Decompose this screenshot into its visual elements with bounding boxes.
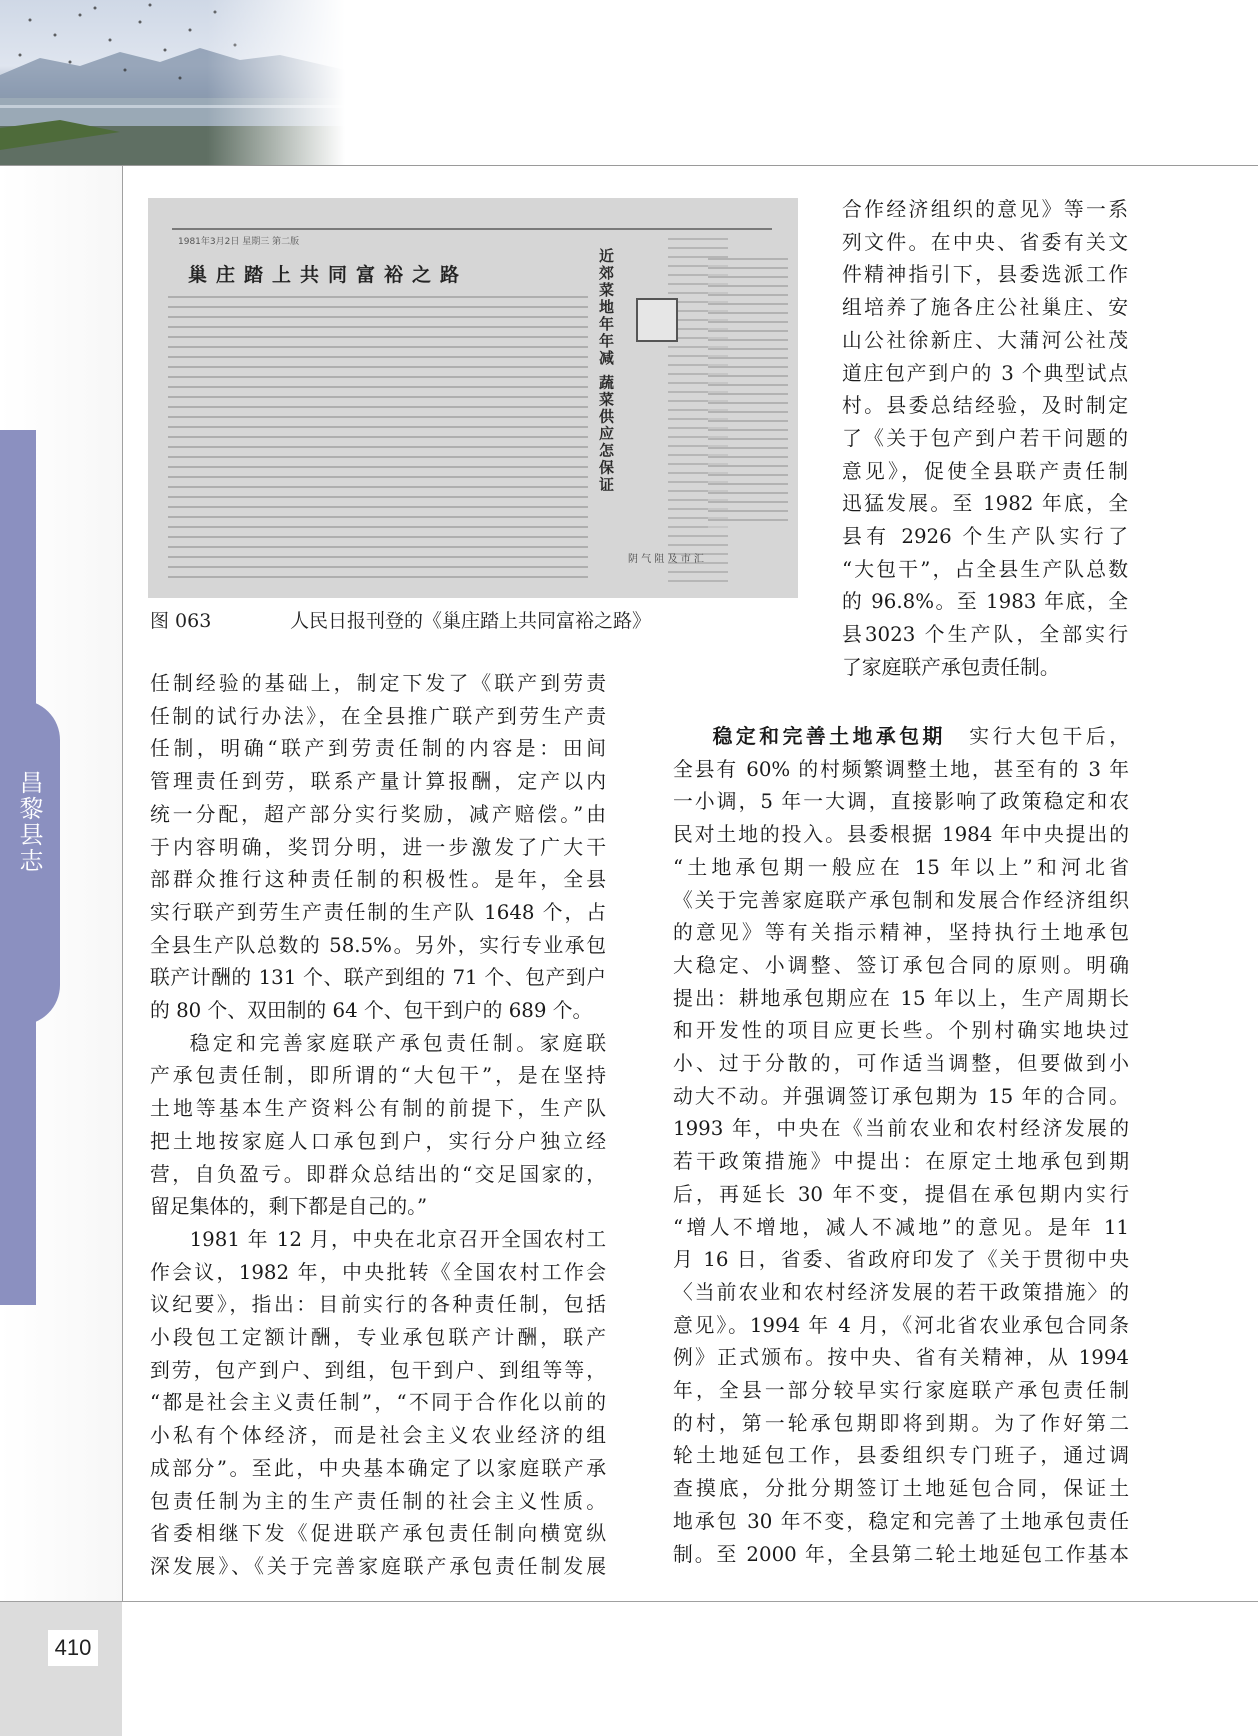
- text-line: 道庄包产到户的 3 个典型试点: [842, 361, 1128, 385]
- newspaper-right-text: [708, 258, 788, 528]
- text-line: 任制经验的基础上，制定下发了《联产到劳责: [150, 672, 606, 695]
- text-line: 意见》，促使全县联产责任制: [842, 459, 1128, 483]
- text-line: 了《关于包产到户若干问题的: [842, 426, 1128, 450]
- text-line: 于内容明确，奖罚分明，进一步激发了广大干: [150, 835, 606, 859]
- text-line: 迅猛发展。至 1982 年底，全: [842, 492, 1128, 516]
- text-line: 后，再延长 30 年不变，提倡在承包期内实行: [673, 1182, 1129, 1206]
- margin-rule: [122, 166, 123, 1602]
- text-line: 包责任制为主的生产责任制的社会主义性质。: [150, 1489, 606, 1513]
- text-line: 和开发性的项目应更长些。个别村确实地块过: [673, 1019, 1129, 1043]
- text-line: 的村，第一轮承包期即将到期。为了作好第二: [673, 1411, 1129, 1435]
- text-line: 的 96.8%。至 1983 年底，全: [842, 590, 1128, 614]
- newspaper-bottom-caption: 阴 气 阻 及 市 汇: [628, 554, 704, 565]
- text-line: 列文件。在中央、省委有关文: [842, 230, 1128, 254]
- text-line: “大包干”，占全县生产队总数: [842, 557, 1128, 581]
- text-line: 山公社徐新庄、大蒲河公社茂: [842, 328, 1128, 352]
- text-line: 小段包工定额计酬，专业承包联产计酬，联产: [150, 1326, 606, 1350]
- text-line: 件精神指引下，县委选派工作: [842, 263, 1128, 287]
- footer-shade: [0, 1602, 122, 1736]
- text-line: 部群众推行这种责任制的积极性。是年，全县: [150, 868, 606, 892]
- text-line: 地承包 30 年不变，稳定和完善了土地承包责任: [673, 1509, 1129, 1533]
- text-line: 作会议，1982 年，中央批转《全国农村工作会: [150, 1260, 606, 1284]
- text-line: 统一分配，超产部分实行奖励，减产赔偿。”由: [150, 802, 606, 826]
- text-line: 深发展》、《关于完善家庭联产承包责任制发展: [150, 1554, 606, 1578]
- newspaper-headline: 巢庄踏上共同富裕之路: [188, 264, 469, 286]
- text-line: 成部分”。至此，中央基本确定了以家庭联产承: [150, 1456, 606, 1480]
- text-line: 管理责任到劳，联系产量计算报酬，定产以内: [150, 770, 606, 794]
- text-line: 全县有 60% 的村频繁调整土地，甚至有的 3 年: [673, 757, 1129, 781]
- text-line: 营，自负盈亏。即群众总结出的“交足国家的，: [150, 1162, 606, 1186]
- text-line: “增人不增地，减人不减地”的意见。是年 11: [673, 1215, 1129, 1239]
- book-title-vertical: 昌黎县志: [15, 770, 43, 874]
- newspaper-body-text: [168, 296, 588, 586]
- header-landscape-photo: [0, 0, 345, 165]
- text-line: 县3023 个生产队，全部实行: [842, 623, 1128, 647]
- text-line: 组培养了施各庄公社巢庄、安: [842, 296, 1128, 320]
- text-line: 联产计酬的 131 个、联产到组的 71 个、包产到户: [150, 966, 606, 990]
- text-line: 合作经济组织的意见》等一系: [842, 198, 1128, 221]
- text-line: 提出：耕地承包期应在 15 年以上，生产周期长: [673, 986, 1129, 1010]
- text-line: 任制，明确“联产到劳责任制的内容是：田间: [150, 737, 606, 761]
- newspaper-stamp-box: [636, 298, 678, 342]
- text-line: 月 16 日，省委、省政府印发了《关于贯彻中央: [673, 1248, 1129, 1272]
- text-line: “都是社会主义责任制”，“不同于合作化以前的: [150, 1391, 606, 1415]
- text-line: 全县生产队总数的 58.5%。另外，实行专业承包: [150, 933, 606, 957]
- right-column: [673, 720, 1129, 1571]
- text-line: 的意见》等有关指示精神，坚持执行土地承包: [673, 921, 1129, 945]
- text-line: 大稳定、小调整、签订承包合同的原则。明确: [673, 953, 1129, 977]
- text-line: 把土地按家庭人口承包到户，实行分户独立经: [150, 1129, 606, 1153]
- text-line: “土地承包期一般应在 15 年以上”和河北省: [673, 855, 1129, 879]
- text-line: 土地等基本生产资料公有制的前提下，生产队: [150, 1097, 606, 1121]
- text-line: 若干政策措施》中提出：在原定土地承包到期: [673, 1150, 1129, 1174]
- text-line: 动大不动。并强调签订承包期为 15 年的合同。: [673, 1084, 1129, 1108]
- text-line: 村。县委总结经验，及时制定: [842, 394, 1128, 418]
- newspaper-side-headline: 近郊菜地年年减 蔬菜供应怎保证: [597, 248, 615, 494]
- text-line: 〈当前农业和农村经济发展的若干政策措施〉的: [673, 1280, 1129, 1304]
- text-line: 1981 年 12 月，中央在北京召开全国农村工: [189, 1227, 606, 1251]
- section-heading-line: [673, 720, 1129, 754]
- text-line: 稳定和完善家庭联产承包责任制。家庭联: [189, 1031, 606, 1055]
- text-line: 的 80 个、双田制的 64 个、包干到户的 689 个。: [150, 999, 593, 1023]
- text-line: 到劳，包产到户、到组，包干到户、到组等等，: [150, 1358, 606, 1382]
- left-column: [150, 668, 606, 1584]
- text-line: 任制的试行办法》，在全县推广联产到劳生产责: [150, 704, 606, 728]
- text-line: 例》正式颁布。按中央、省有关精神，从 1994: [673, 1346, 1129, 1370]
- header-rule: [0, 165, 1258, 166]
- text-line: 1993 年，中央在《当前农业和农村经济发展的: [673, 1117, 1129, 1141]
- text-line: 小私有个体经济，而是社会主义农业经济的组: [150, 1424, 606, 1448]
- text-line: 实行联产到劳生产责任制的生产队 1648 个，占: [150, 900, 606, 924]
- figure-number: 图 063: [150, 610, 212, 632]
- section-heading: 稳定和完善土地承包期: [712, 724, 946, 748]
- text-line: 轮土地延包工作，县委组织专门班子，通过调: [673, 1444, 1129, 1468]
- newspaper-masthead-rule: [172, 228, 772, 230]
- footer-rule: [0, 1601, 1258, 1602]
- page-number: 410: [48, 1630, 98, 1666]
- right-top-column: [842, 194, 1128, 685]
- newspaper-clipping-image: [148, 198, 798, 598]
- newspaper-dateline: 1981年3月2日 星期三 第二版: [178, 237, 300, 247]
- text-line: 留足集体的，剩下都是自己的。”: [150, 1195, 428, 1219]
- text-line: 查摸底，分批分期签订土地延包合同，保证土: [673, 1477, 1129, 1501]
- text-line: 意见》。1994 年 4 月，《河北省农业承包合同条: [673, 1313, 1129, 1337]
- text-line: 年，全县一部分较早实行家庭联产承包责任制: [673, 1379, 1129, 1403]
- text-line: 了家庭联产承包责任制。: [842, 655, 1060, 679]
- text-line: 一小调，5 年一大调，直接影响了政策稳定和农: [673, 790, 1129, 814]
- text-line: 议纪要》，指出：目前实行的各种责任制，包括: [150, 1293, 606, 1317]
- text-line: 县有 2926 个生产队实行了: [842, 525, 1128, 549]
- text-run: 实行大包干后，: [969, 725, 1129, 748]
- text-line: 省委相继下发《促进联产承包责任制向横宽纵: [150, 1522, 606, 1546]
- text-line: 小、过于分散的，可作适当调整，但要做到小: [673, 1052, 1129, 1076]
- text-line: 民对土地的投入。县委根据 1984 年中央提出的: [673, 823, 1129, 847]
- text-line: 《关于完善家庭联产承包制和发展合作经济组织: [673, 888, 1129, 912]
- figure-caption: 人民日报刊登的《巢庄踏上共同富裕之路》: [290, 610, 652, 632]
- text-line: 产承包责任制，即所谓的“大包干”，是在坚持: [150, 1064, 606, 1088]
- text-line: 制。至 2000 年，全县第二轮土地延包工作基本: [673, 1542, 1129, 1566]
